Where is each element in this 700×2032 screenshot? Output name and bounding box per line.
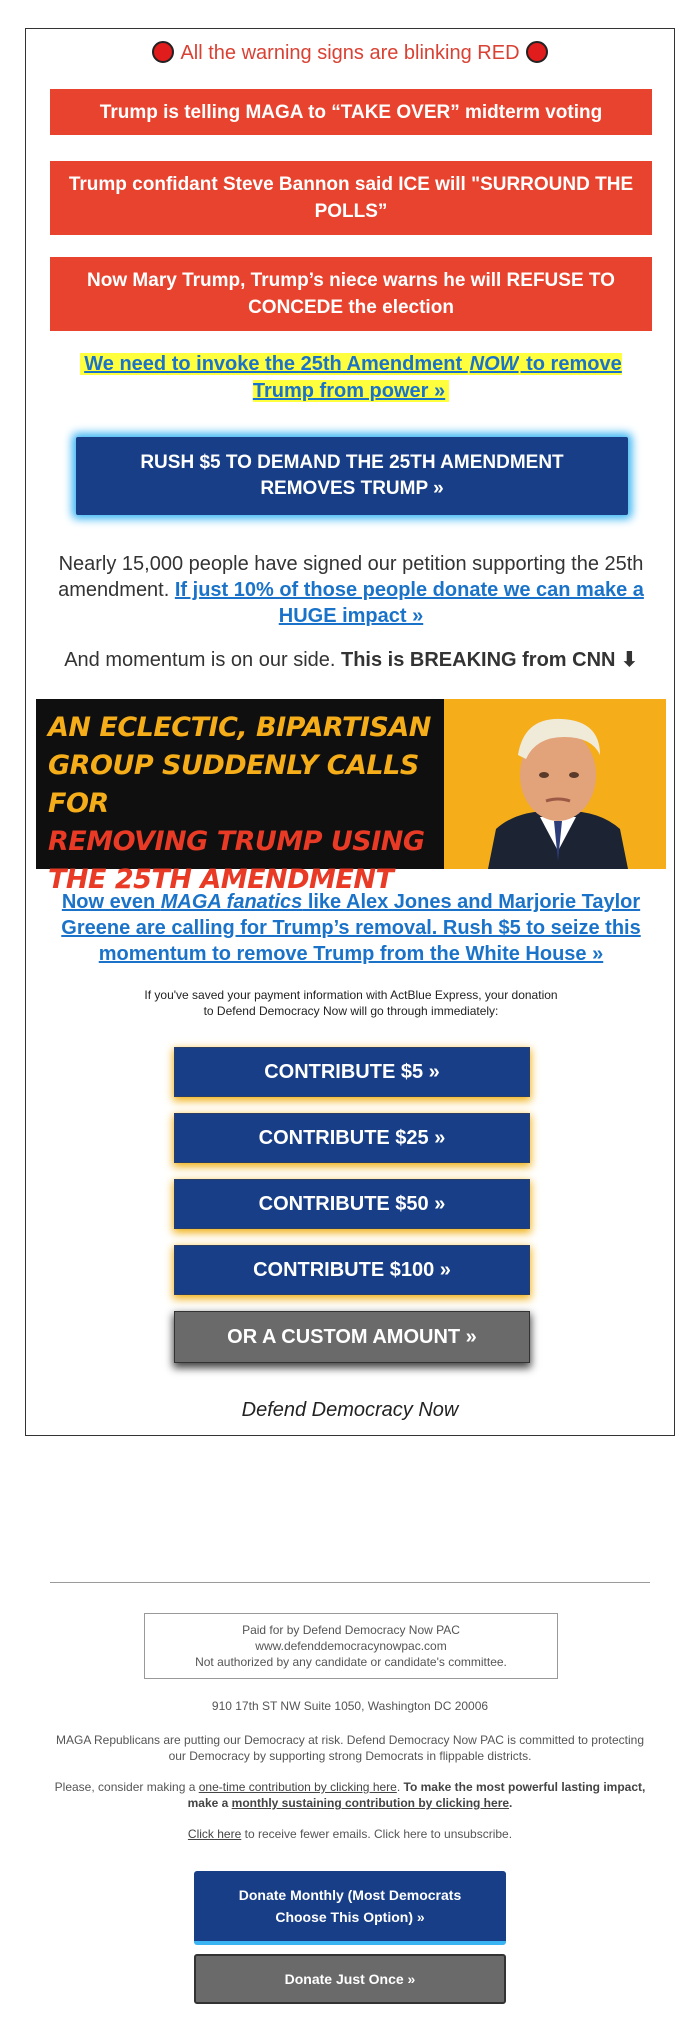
banner-line: GROUP SUDDENLY CALLS FOR [48, 750, 419, 819]
banner-line: AN ECLECTIC, BIPARTISAN [48, 712, 431, 743]
momentum-paragraph [44, 647, 658, 673]
contribute-5-button[interactable] [174, 1047, 530, 1097]
donate-monthly-button[interactable] [194, 1871, 506, 1945]
button-label: CONTRIBUTE $100 » [253, 1258, 451, 1281]
contribute-100-button[interactable] [174, 1245, 530, 1295]
petition-text: Nearly 15,000 people have signed our petition supporting the 25th amendment. [58, 553, 644, 601]
amendment-link[interactable] [50, 351, 652, 405]
momentum-text: And momentum is on our side. [64, 649, 341, 671]
red-circle-icon [526, 41, 548, 63]
button-label: CONTRIBUTE $5 » [264, 1060, 440, 1083]
fewer-emails-link[interactable]: Click here [187, 1827, 242, 1841]
monthly-link[interactable]: monthly sustaining contribution by clicking here [231, 1796, 510, 1810]
breaking-text: This is BREAKING from CNN ⬇ [341, 649, 638, 671]
banner-line: REMOVING TRUMP USING [48, 826, 425, 857]
mission-text: MAGA Republicans are putting our Democracy at risk. Defend Democracy Now PAC is committed to protecting our Democracy by supporting strong Democrats in flippable districts. [55, 1733, 644, 1763]
donate-once-button[interactable] [194, 1954, 506, 2004]
consider-text: . [509, 1796, 513, 1810]
link-text[interactable]: Now even [61, 891, 161, 913]
link-text[interactable]: to remove Trump from power » [252, 353, 622, 402]
alert-box-1 [50, 89, 652, 135]
consider-bold-text: To make the most powerful lasting impact, make a [187, 1780, 646, 1810]
rush-5-button[interactable] [76, 437, 628, 515]
link-emphasis[interactable]: NOW [469, 353, 519, 375]
consider-paragraph [50, 1779, 650, 1811]
button-label: CONTRIBUTE $50 » [258, 1192, 446, 1215]
alert-box-2 [50, 161, 652, 235]
link-text[interactable]: We need to invoke the 25th Amendment [84, 353, 468, 375]
warning-text: All the warning signs are blinking RED [180, 42, 520, 64]
note-line: to Defend Democracy Now will go through immediately: [203, 1004, 499, 1018]
button-label: OR A CUSTOM AMOUNT » [227, 1325, 477, 1348]
link-emphasis[interactable]: MAGA fanatics [160, 891, 303, 913]
signature: Defend Democracy Now [241, 1399, 459, 1421]
fewer-emails-line [50, 1826, 650, 1842]
contribute-50-button[interactable] [174, 1179, 530, 1229]
one-time-link[interactable]: one-time contribution by clicking here [198, 1780, 397, 1794]
alert-text: Now Mary Trump, Trump’s niece warns he will REFUSE TO CONCEDE the election [87, 270, 615, 318]
red-circle-icon [152, 41, 174, 63]
actblue-express-note [86, 987, 616, 1019]
alert-text: Trump is telling MAGA to “TAKE OVER” midterm voting [99, 101, 603, 123]
consider-text: Please, consider making a [54, 1780, 199, 1794]
paid-by-text: Paid for by Defend Democracy Now PAC [242, 1623, 460, 1637]
alert-box-3 [50, 257, 652, 331]
email-card [25, 28, 675, 1436]
note-line: If you've saved your payment information with ActBlue Express, your donation [144, 988, 558, 1002]
alert-text: Trump confidant Steve Bannon said ICE will "SURROUND THE POLLS” [68, 174, 634, 222]
maga-link[interactable] [44, 889, 658, 967]
button-label: Donate Monthly (Most Democrats Choose This Option) » [238, 1887, 462, 1925]
button-label: CONTRIBUTE $25 » [258, 1126, 446, 1149]
custom-amount-button[interactable] [174, 1311, 530, 1363]
link-text[interactable]: like Alex Jones and Marjorie Taylor Greene are calling for Trump’s removal. Rush $5 to seize this momentum to remove Trump from the White House » [61, 891, 641, 965]
warning-header [26, 41, 674, 65]
petition-paragraph [44, 551, 658, 629]
disclaimer-text: Not authorized by any candidate or candidate's committee. [195, 1655, 507, 1669]
website-text: www.defenddemocracynowpac.com [255, 1639, 447, 1653]
trump-portrait [488, 711, 628, 869]
petition-link[interactable]: If just 10% of those people donate we can make a HUGE impact » [174, 579, 644, 627]
button-label: Donate Just Once » [284, 1971, 416, 1987]
address: 910 17th ST NW Suite 1050, Washington DC 20006 [211, 1699, 489, 1713]
unsubscribe-text[interactable]: to receive fewer emails. Click here to unsubscribe. [241, 1827, 513, 1841]
footer-divider [50, 1582, 650, 1583]
cnn-banner-image[interactable] [36, 699, 666, 895]
paid-for-box [144, 1613, 558, 1679]
contribute-25-button[interactable] [174, 1113, 530, 1163]
consider-text: . [396, 1780, 404, 1794]
banner-headline [48, 709, 438, 899]
banner-line: THE 25TH AMENDMENT [48, 864, 394, 895]
button-label: RUSH $5 TO DEMAND THE 25TH AMENDMENT REMOVES TRUMP » [140, 452, 564, 499]
